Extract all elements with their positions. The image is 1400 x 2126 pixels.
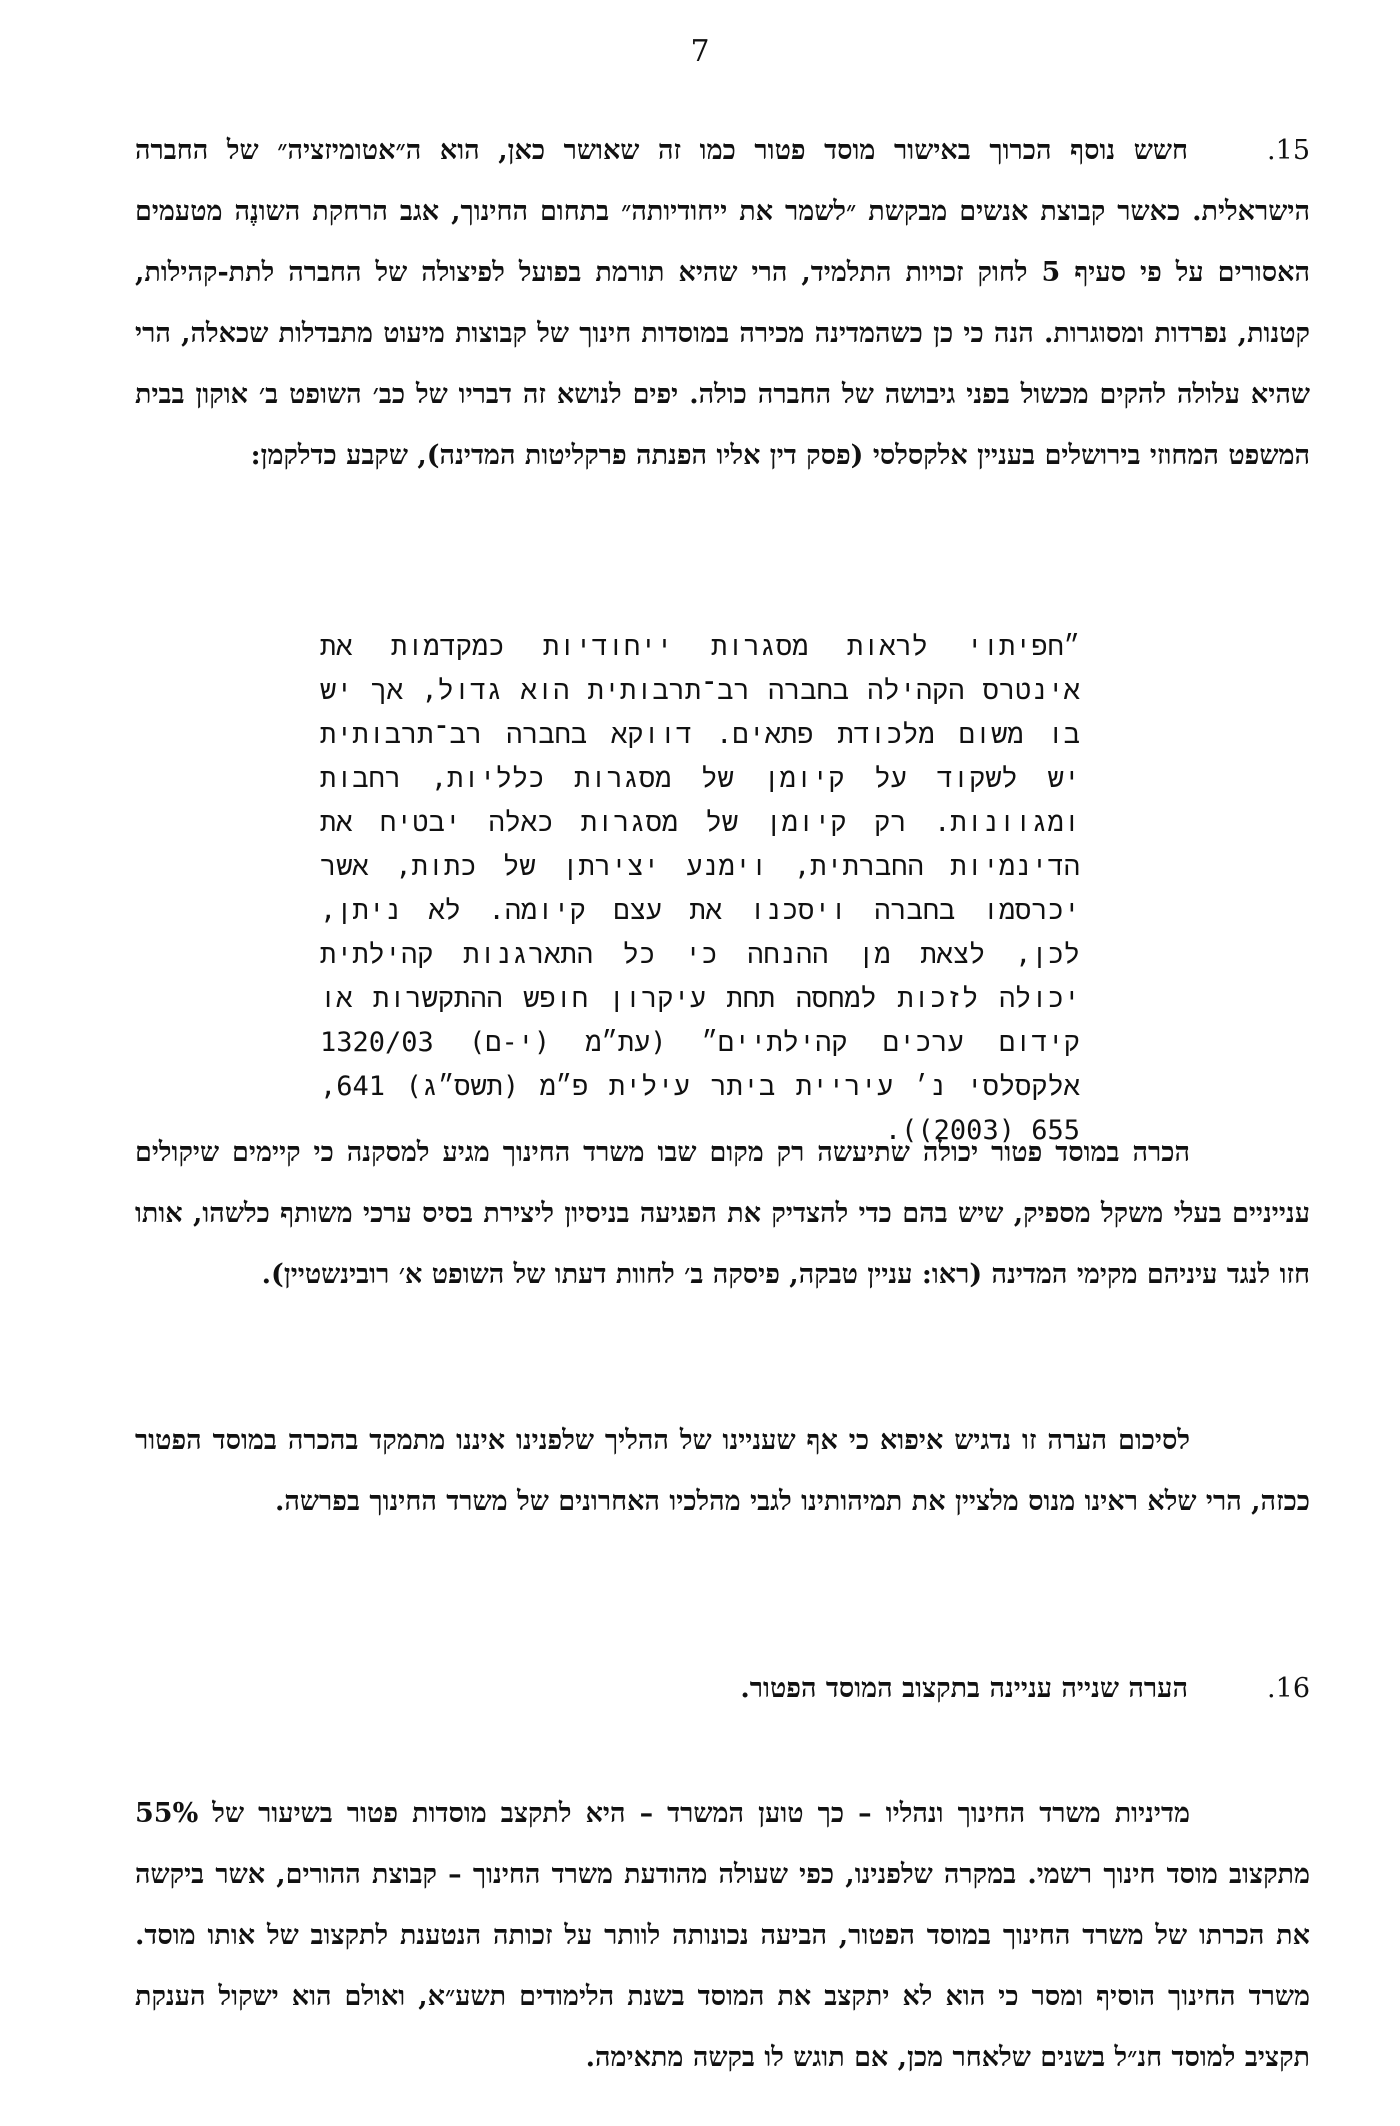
page-number: 7 bbox=[690, 34, 710, 69]
paragraph-summary: לסיכום הערה זו נדגיש איפוא כי אף שעניינו של ההליך שלפנינו איננו מתמקד בהכרה במוסד הפטור ככזה, הרי שלא ראינו מנוס מלציין את תמיהותינו לגבי מהלכיו האחרונים של משרד החינוך בפרשה. bbox=[135, 1425, 1310, 1517]
paragraph-16 bbox=[135, 1658, 1310, 1719]
paragraph-number: 16. bbox=[1267, 1673, 1310, 1704]
block-quote: ״חפיתוי לראות מסגרות ייחודיות כמקדמות את אינטרס הקהילה בחברה רב־תרבותית הוא גדול, אך יש בו משום מלכודת פתאים. דווקא בחברה רב־תרבותית יש לשקוד על קיומן של מסגרות כלליות, רחבות ומגוונות. רק קיומן של מסגרות כאלה יבטיח את הדינמיות החברתית, וימנע יצירתן של כתות, אשר יכרסמו בחברה ויסכנו את עצם קיומה. לא ניתן, לכן, לצאת מן ההנחה כי כל התארגנות קהילתית יכולה לזכות למחסה תחת עיקרון חופש ההתקשרות או קידום ערכים קהילתיים״ (עת״מ (י-ם) 1320/03 אלקסלסי נ׳ עיריית ביתר עילית פ״מ (תשס״ג) 641, 655 (2003)). bbox=[320, 631, 1080, 1146]
paragraph-policy: מדיניות משרד החינוך ונהליו – כך טוען המשרד – היא לתקצב מוסדות פטור בשיעור של 55% מתקצוב מוסד חינוך רשמי. במקרה שלפנינו, כפי שעולה מהודעת משרד החינוך – קבוצת ההורים, אשר ביקשה את הכרתו של משרד החינוך במוסד הפטור, הביעה נכונותה לוותר על זכותה הנטענת לתקצוב של אותו מוסד. משרד החינוך הוסיף ומסר כי הוא לא יתקצב את המוסד בשנת הלימודים תשע״א, ואולם הוא ישקול הענקת תקציב למוסד חנ״ל בשנים שלאחר מכן, אם תוגש לו בקשה מתאימה. bbox=[135, 1798, 1310, 2073]
paragraph-number: 15. bbox=[1267, 135, 1310, 166]
paragraph-15 bbox=[135, 120, 1310, 486]
paragraph-recognition: הכרה במוסד פטור יכולה שתיעשה רק מקום שבו משרד החינוך מגיע למסקנה כי קיימים שיקולים ענייניים בעלי משקל מספיק, שיש בהם כדי להצדיק את הפגיעה בניסיון ליצירת בסיס ערכי משותף כלשהו, אותו חזו לנגד עיניהם מקימי המדינה (ראו: עניין טבקה, פיסקה ב׳ לחוות דעתו של השופט א׳ רובינשטיין). bbox=[135, 1137, 1310, 1290]
paragraph-text: הערה שנייה עניינה בתקצוב המוסד הפטור. bbox=[740, 1673, 1188, 1704]
paragraph-text: חשש נוסף הכרוך באישור מוסד פטור כמו זה שאושר כאן, הוא ה״אטומיזציה״ של החברה הישראלית. כאשר קבוצת אנשים מבקשת ״לשמר את ייחודיותה״ בתחום החינוך, אגב הרחקת השונֶה מטעמים האסורים על פי סעיף 5 לחוק זכויות התלמיד, הרי שהיא תורמת בפועל לפיצולה של החברה לתת-קהילות, קטנות, נפרדות ומסוגרות. הנה כי כן כשהמדינה מכירה במוסדות חינוך של קבוצות מיעוט מתבדלות שכאלה, הרי שהיא עלולה להקים מכשול בפני גיבושה של החברה כולה. יפים לנושא זה דבריו של כב׳ השופט ב׳ אוקון בבית המשפט המחוזי בירושלים בעניין אלקסלסי (פסק דין אליו הפנתה פרקליטות המדינה), שקבע כדלקמן: bbox=[135, 135, 1311, 471]
